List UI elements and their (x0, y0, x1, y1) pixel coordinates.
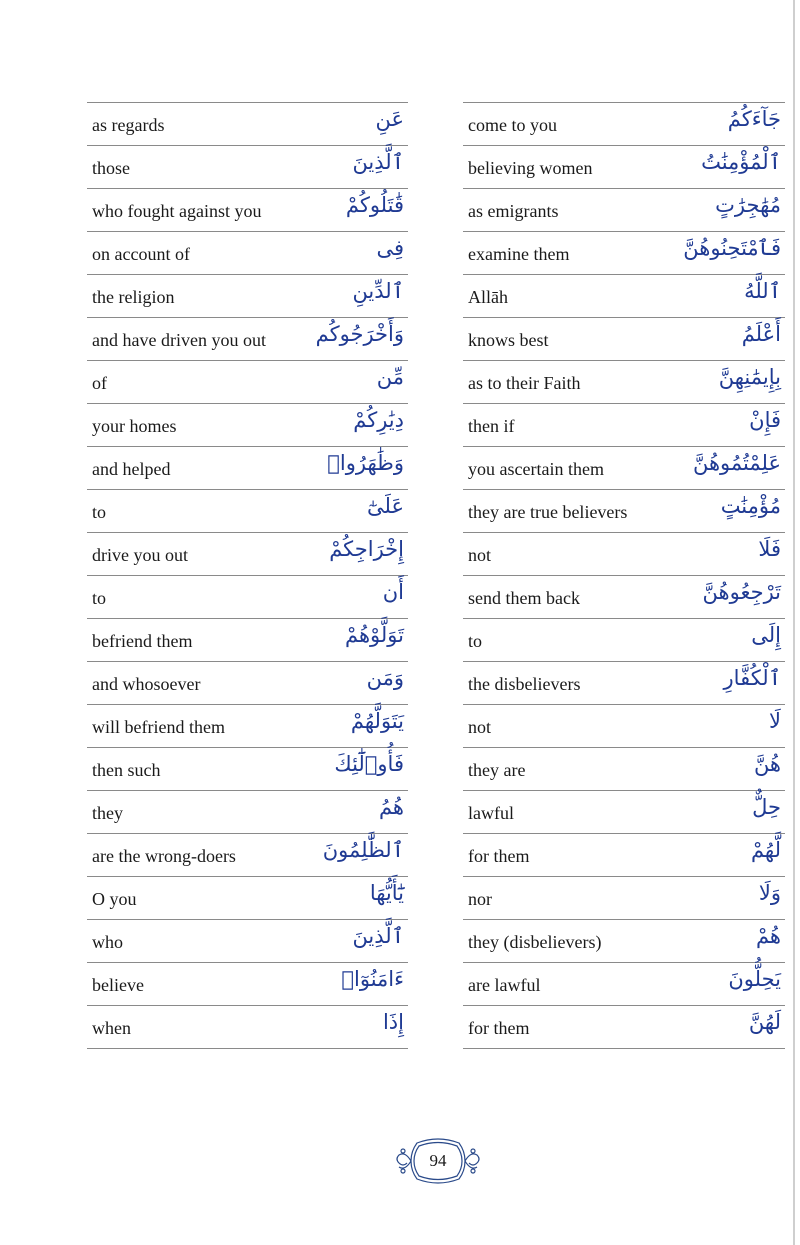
arabic-word: إِلَى (751, 623, 781, 647)
vocabulary-row (87, 189, 408, 232)
arabic-word: هُمُ (378, 795, 404, 819)
arabic-word: أَن (382, 580, 404, 604)
arabic-word: ٱلْمُؤْمِنَٰتُ (701, 150, 781, 174)
english-meaning: drive you out (92, 545, 188, 565)
english-meaning: they (disbelievers) (468, 932, 602, 952)
vocabulary-row (463, 146, 785, 189)
arabic-word: قَٰتَلُوكُمْ (345, 193, 404, 217)
page-number-ornament (395, 1137, 481, 1185)
arabic-word: مِّن (376, 365, 404, 389)
english-meaning: to (92, 588, 107, 608)
page-number: 94 (429, 1151, 447, 1170)
vocabulary-row (463, 232, 785, 275)
arabic-word: وَظَٰهَرُوا۟ (327, 451, 404, 475)
vocabulary-row (87, 748, 408, 791)
arabic-word: ٱلدِّينِ (352, 279, 404, 303)
vocabulary-row (87, 103, 408, 146)
left-vocabulary-column (87, 102, 408, 1049)
arabic-word: جَآءَكُمُ (727, 107, 781, 131)
arabic-word: ءَامَنُوٓا۟ (341, 967, 404, 991)
arabic-word: يَتَوَلَّهُمْ (350, 709, 404, 733)
english-meaning: not (468, 545, 492, 565)
vocabulary-row (87, 1006, 408, 1049)
vocabulary-row (87, 146, 408, 189)
english-meaning: then such (92, 760, 161, 780)
vocabulary-row (87, 232, 408, 275)
english-meaning: come to you (468, 115, 557, 135)
vocabulary-row (87, 963, 408, 1006)
arabic-word: وَمَن (366, 666, 404, 690)
english-meaning: for them (468, 1018, 530, 1038)
vocabulary-row (87, 533, 408, 576)
english-meaning: believe (92, 975, 144, 995)
vocabulary-row (463, 447, 785, 490)
arabic-word: ٱلَّذِينَ (352, 924, 404, 948)
vocabulary-row (463, 490, 785, 533)
vocabulary-row (463, 1006, 785, 1049)
english-meaning: believing women (468, 158, 593, 178)
english-meaning: not (468, 717, 492, 737)
vocabulary-row (463, 318, 785, 361)
arabic-word: بِإِيمَٰنِهِنَّ (718, 365, 781, 389)
english-meaning: are lawful (468, 975, 541, 995)
vocabulary-row (87, 791, 408, 834)
vocabulary-row (463, 404, 785, 447)
english-meaning: you ascertain them (468, 459, 604, 479)
english-meaning: befriend them (92, 631, 193, 651)
english-meaning: examine them (468, 244, 570, 264)
vocabulary-row (463, 275, 785, 318)
vocabulary-row (463, 533, 785, 576)
arabic-word: ٱلَّذِينَ (352, 150, 404, 174)
arabic-word: وَأَخْرَجُوكُم (315, 322, 404, 346)
vocabulary-row (463, 748, 785, 791)
arabic-word: هُنَّ (753, 752, 781, 776)
english-meaning: they are true believers (468, 502, 628, 522)
vocabulary-row (87, 705, 408, 748)
english-meaning: will befriend them (92, 717, 225, 737)
english-meaning: who fought against you (92, 201, 262, 221)
arabic-word: لَا (769, 709, 781, 733)
english-meaning: knows best (468, 330, 549, 350)
vocabulary-row (463, 619, 785, 662)
vocabulary-row (463, 920, 785, 963)
english-meaning: O you (92, 889, 137, 909)
vocabulary-row (87, 361, 408, 404)
arabic-word: تَرْجِعُوهُنَّ (702, 580, 781, 604)
english-meaning: and whosoever (92, 674, 201, 694)
vocabulary-row (87, 275, 408, 318)
arabic-word: يَٰٓأَيُّهَا (369, 881, 404, 905)
right-vocabulary-column (463, 102, 785, 1049)
arabic-word: وَلَا (758, 881, 781, 905)
english-meaning: as to their Faith (468, 373, 581, 393)
english-meaning: nor (468, 889, 492, 909)
english-meaning: the disbelievers (468, 674, 581, 694)
arabic-word: أَعْلَمُ (741, 322, 781, 346)
vocabulary-row (463, 189, 785, 232)
english-meaning: Allāh (468, 287, 508, 307)
english-meaning: send them back (468, 588, 580, 608)
arabic-word: فَٱمْتَحِنُوهُنَّ (683, 236, 781, 260)
english-meaning: lawful (468, 803, 514, 823)
english-meaning: to (92, 502, 107, 522)
vocabulary-row (463, 791, 785, 834)
arabic-word: فَلَا (758, 537, 781, 561)
english-meaning: as regards (92, 115, 165, 135)
english-meaning: they (92, 803, 123, 823)
arabic-word: عَنِ (375, 107, 404, 131)
english-meaning: for them (468, 846, 530, 866)
english-meaning: the religion (92, 287, 175, 307)
vocabulary-row (87, 576, 408, 619)
english-meaning: those (92, 158, 130, 178)
arabic-word: لَهُنَّ (748, 1010, 781, 1034)
arabic-word: ٱللَّهُ (744, 279, 781, 303)
vocabulary-row (87, 662, 408, 705)
arabic-word: ٱلظَّٰلِمُونَ (322, 838, 404, 862)
arabic-word: مُؤْمِنَٰتٍ (720, 494, 781, 518)
vocabulary-row (463, 877, 785, 920)
english-meaning: on account of (92, 244, 190, 264)
vocabulary-row (463, 361, 785, 404)
vocabulary-row (87, 834, 408, 877)
arabic-word: إِخْرَاجِكُمْ (329, 537, 404, 561)
arabic-word: فَأُو۟لَٰٓئِكَ (334, 752, 404, 776)
arabic-word: فَإِنْ (749, 408, 781, 432)
vocabulary-row (87, 490, 408, 533)
vocabulary-row (463, 705, 785, 748)
english-meaning: then if (468, 416, 515, 436)
arabic-word: تَوَلَّوْهُمْ (345, 623, 404, 647)
vocabulary-row (463, 662, 785, 705)
english-meaning: when (92, 1018, 131, 1038)
arabic-word: مُهَٰجِرَٰتٍ (715, 193, 781, 217)
arabic-word: هُمْ (755, 924, 781, 948)
arabic-word: لَّهُمْ (750, 838, 781, 862)
english-meaning: they are (468, 760, 526, 780)
vocabulary-row (87, 404, 408, 447)
english-meaning: and helped (92, 459, 171, 479)
vocabulary-row (463, 834, 785, 877)
english-meaning: to (468, 631, 483, 651)
english-meaning: as emigrants (468, 201, 559, 221)
vocabulary-row (87, 318, 408, 361)
vocabulary-row (463, 963, 785, 1006)
english-meaning: are the wrong-doers (92, 846, 236, 866)
vocabulary-row (87, 447, 408, 490)
vocabulary-row (463, 103, 785, 146)
english-meaning: and have driven you out (92, 330, 266, 350)
vocabulary-row (87, 877, 408, 920)
arabic-word: فِى (376, 236, 404, 260)
arabic-word: حِلٌّ (752, 795, 781, 819)
arabic-word: يَحِلُّونَ (728, 967, 781, 991)
arabic-word: دِيَٰرِكُمْ (353, 408, 404, 432)
vocabulary-row (87, 920, 408, 963)
arabic-word: ٱلْكُفَّارِ (723, 666, 781, 690)
vocabulary-row (463, 576, 785, 619)
english-meaning: who (92, 932, 123, 952)
arabic-word: عَلِمْتُمُوهُنَّ (692, 451, 781, 475)
vocabulary-row (87, 619, 408, 662)
arabic-word: إِذَا (382, 1010, 404, 1034)
english-meaning: your homes (92, 416, 177, 436)
english-meaning: of (92, 373, 107, 393)
arabic-word: عَلَىٰٓ (367, 494, 404, 518)
